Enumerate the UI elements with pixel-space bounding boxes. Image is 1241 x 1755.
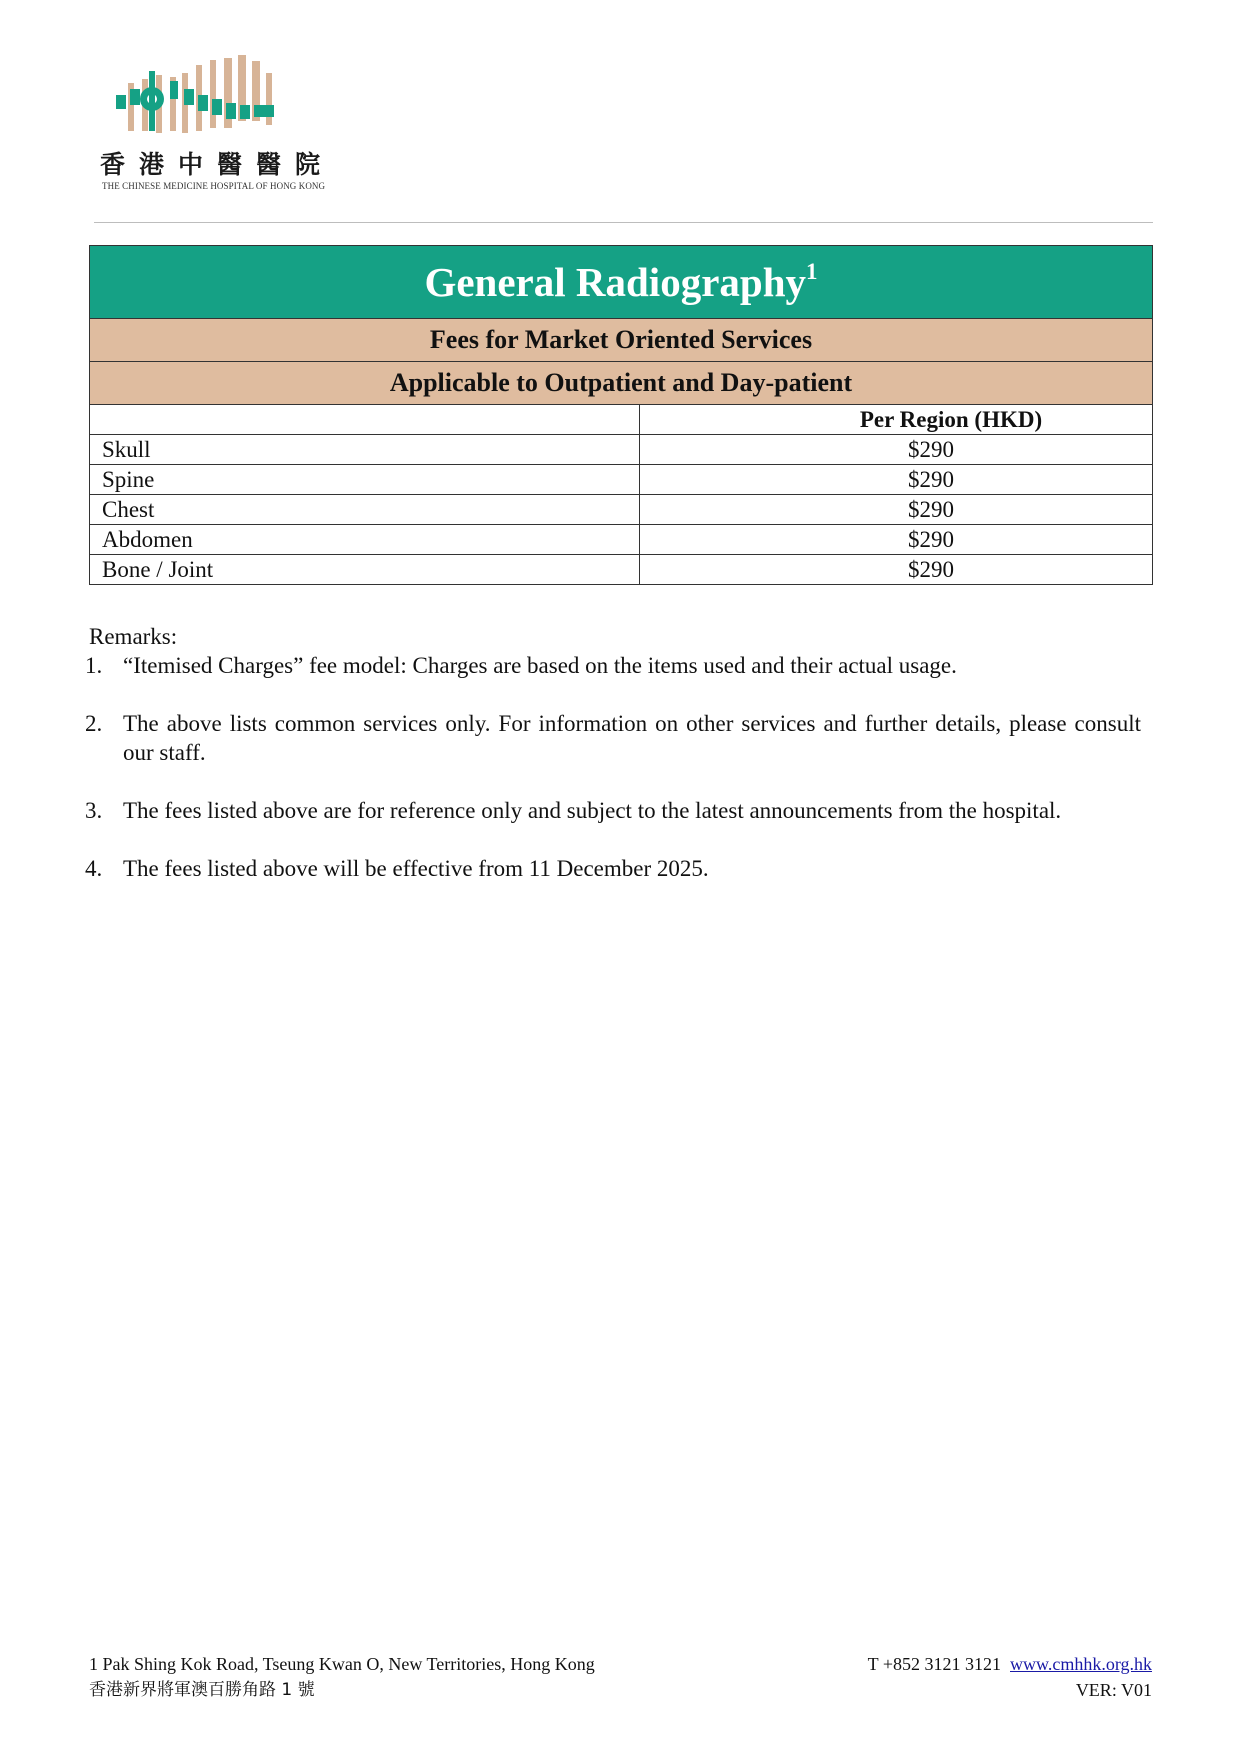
table-row [90,525,1153,555]
remarks-list [85,651,1141,883]
table-row [90,495,1153,525]
row-label: Skull [90,435,640,465]
remarks-heading: Remarks: [89,624,178,649]
list-item [85,709,1141,767]
phone-number: T +852 3121 3121 [867,1654,1001,1674]
header-divider [94,222,1153,223]
table-title [90,246,1153,319]
row-label: Spine [90,465,640,495]
logo-name-cn: 香港中醫醫院 [100,150,335,179]
table-row [90,435,1153,465]
row-label: Chest [90,495,640,525]
version-label: VER: V01 [1075,1680,1152,1700]
hospital-logo [100,55,340,195]
address-en: 1 Pak Shing Kok Road, Tseung Kwan O, New Territories, Hong Kong [89,1654,595,1674]
list-item [85,651,1141,680]
list-item-text: The above lists common services only. For information on other services and further details, please consult our staff. [123,711,1141,765]
list-item-number: 2. [85,711,103,736]
logo-mark-icon [100,55,340,145]
column-header-fee: Per Region (HKD) [640,405,1153,435]
list-item-number: 4. [85,856,103,881]
table-title-text: General Radiography [424,259,807,305]
address-cn: 香港新界將軍澳百勝角路 1 號 [89,1680,315,1700]
fee-table [89,245,1153,585]
list-item [85,854,1141,883]
table-row [90,465,1153,495]
row-fee: $290 [640,435,1153,465]
footer-contact [868,1651,1152,1703]
logo-name-en: THE CHINESE MEDICINE HOSPITAL OF HONG KONG [102,181,326,191]
list-item-number: 1. [85,653,103,678]
row-fee: $290 [640,525,1153,555]
row-label: Abdomen [90,525,640,555]
table-subtitle-applicability: Applicable to Outpatient and Day-patient [90,362,1153,405]
contact-line [868,1651,1152,1677]
title-footnote-marker: 1 [806,259,818,284]
table-row [90,555,1153,585]
list-item-text: “Itemised Charges” fee model: Charges are based on the items used and their actual usage. [123,653,957,678]
row-label: Bone / Joint [90,555,640,585]
row-fee: $290 [640,465,1153,495]
footer-address [89,1651,595,1703]
list-item [85,796,1141,825]
website-link[interactable]: www.cmhhk.org.hk [1010,1654,1152,1674]
table-subtitle-services: Fees for Market Oriented Services [90,319,1153,362]
remarks-section [85,622,1141,912]
list-item-text: The fees listed above will be effective from 11 December 2025. [123,856,709,881]
row-fee: $290 [640,495,1153,525]
list-item-number: 3. [85,798,103,823]
row-fee: $290 [640,555,1153,585]
list-item-text: The fees listed above are for reference only and subject to the latest announcements from the hospital. [123,798,1062,823]
header-empty-cell [90,405,640,435]
